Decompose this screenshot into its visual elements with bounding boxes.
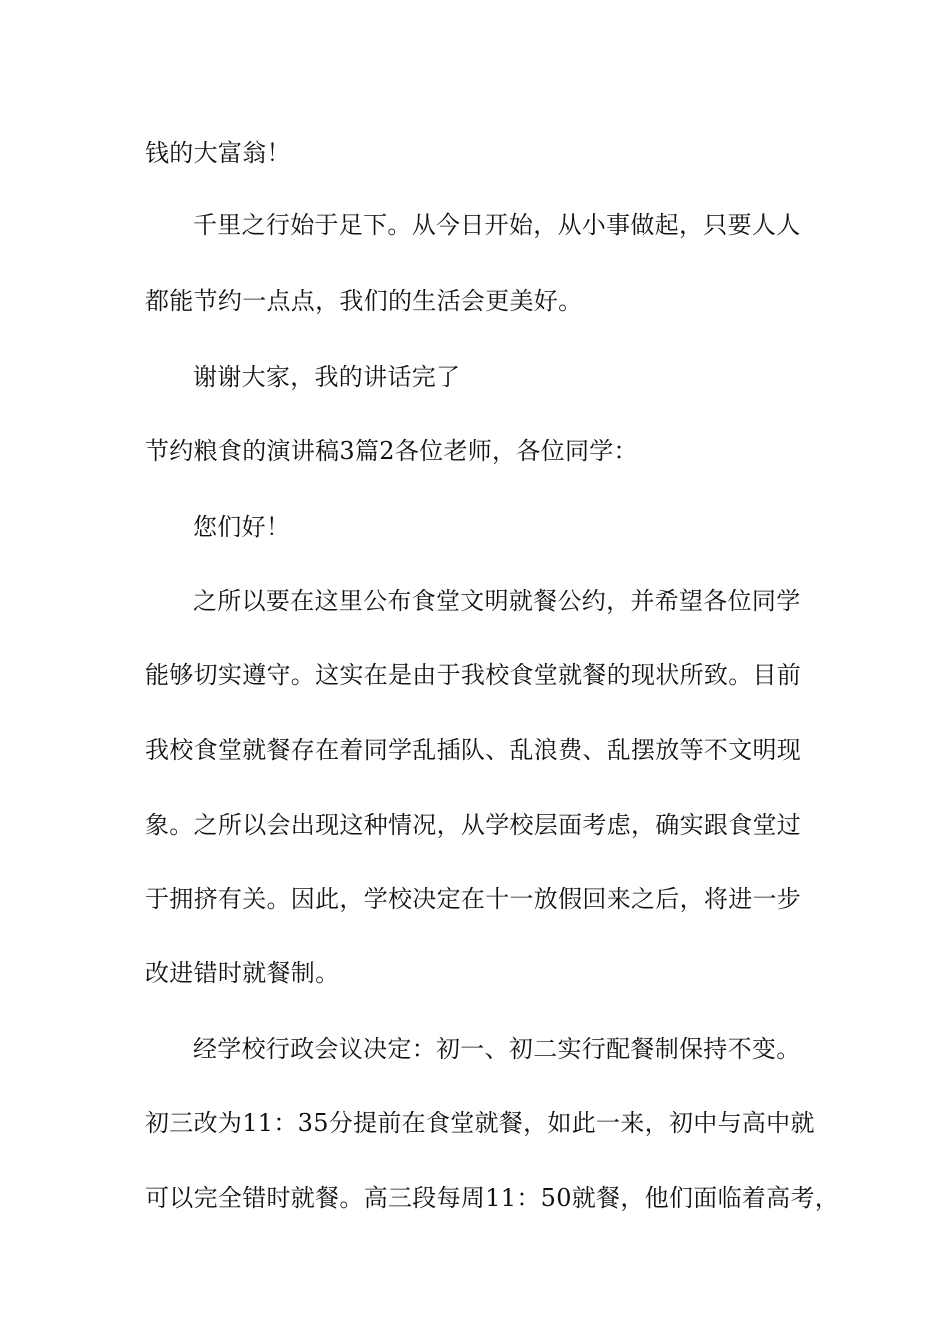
paragraph-line: 我校食堂就餐存在着同学乱插队、乱浪费、乱摆放等不文明现	[145, 736, 802, 764]
paragraph-line: 千里之行始于足下。从今日开始，从小事做起，只要人人	[193, 211, 801, 239]
paragraph-line: 谢谢大家，我的讲话完了	[193, 363, 461, 391]
paragraph-line: 改进错时就餐制。	[145, 959, 340, 987]
paragraph-line: 钱的大富翁！	[145, 139, 291, 167]
paragraph-line: 初三改为11：35分提前在食堂就餐，如此一来，初中与高中就	[145, 1109, 815, 1137]
paragraph-line: 都能节约一点点，我们的生活会更美好。	[145, 287, 583, 315]
paragraph-line: 可以完全错时就餐。高三段每周11：50就餐，他们面临着高考，	[145, 1184, 840, 1212]
paragraph-line: 象。之所以会出现这种情况，从学校层面考虑，确实跟食堂过	[145, 811, 802, 839]
paragraph-line: 之所以要在这里公布食堂文明就餐公约，并希望各位同学	[193, 587, 801, 615]
paragraph-line: 您们好！	[193, 513, 291, 541]
section-heading-line: 节约粮食的演讲稿3篇2各位老师，各位同学：	[145, 437, 638, 465]
paragraph-line: 能够切实遵守。这实在是由于我校食堂就餐的现状所致。目前	[145, 661, 802, 689]
paragraph-line: 于拥挤有关。因此，学校决定在十一放假回来之后，将进一步	[145, 885, 802, 913]
paragraph-line: 经学校行政会议决定：初一、初二实行配餐制保持不变。	[193, 1035, 801, 1063]
